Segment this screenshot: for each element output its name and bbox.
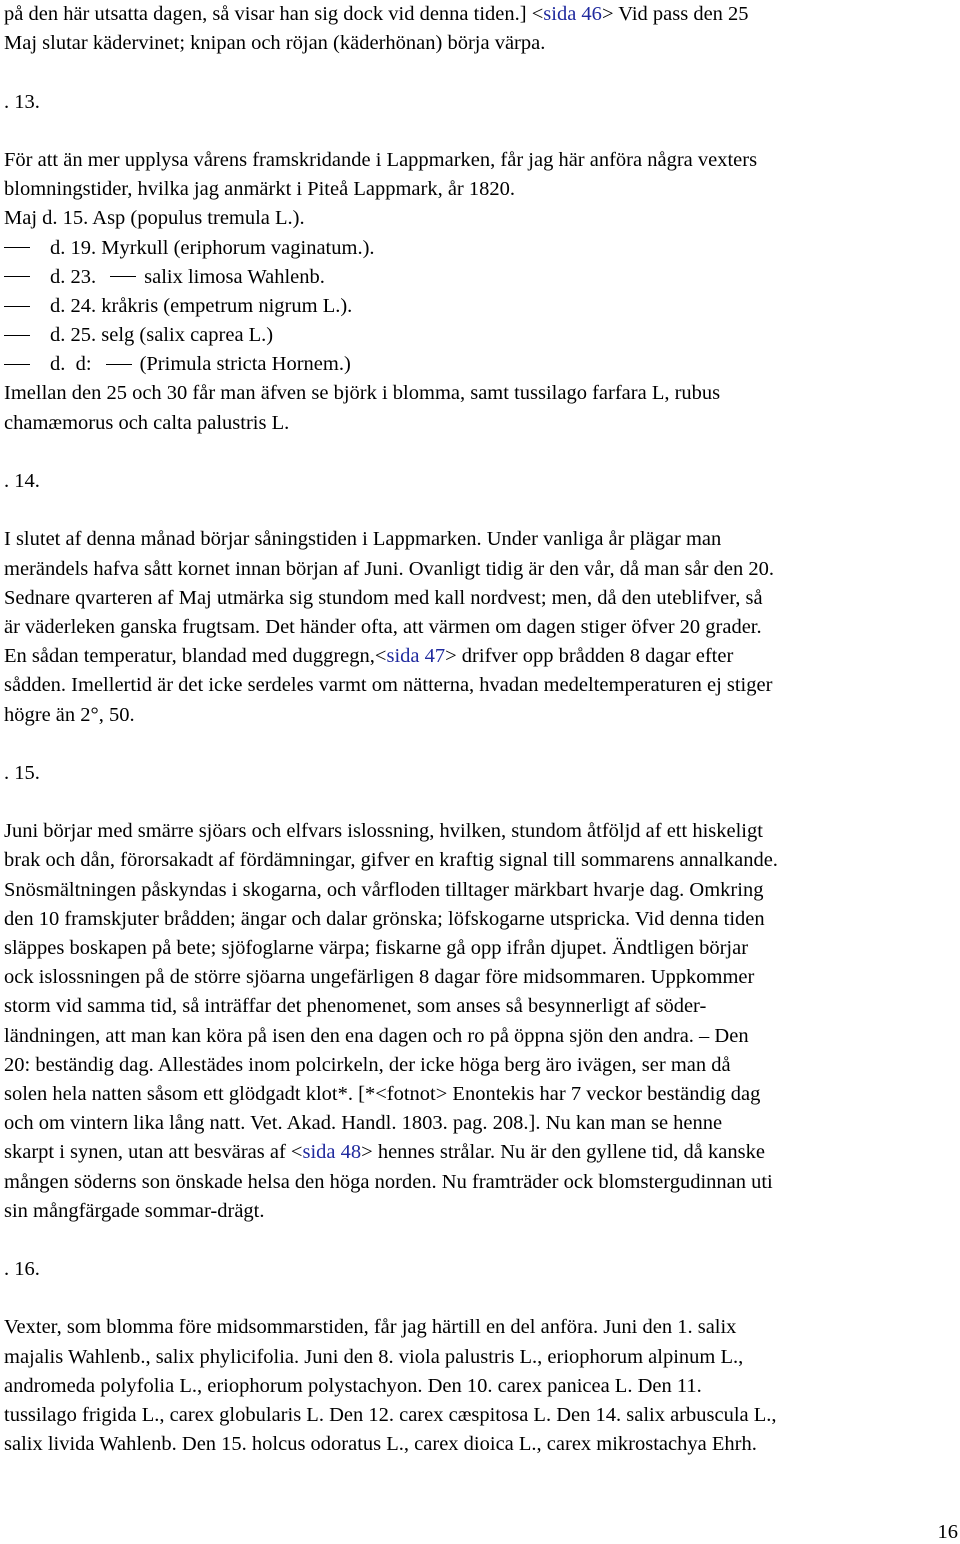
dash-mark <box>4 364 30 365</box>
text-line: blomningstider, hvilka jag anmärkt i Piteå Lappmark, år 1820. <box>4 178 515 201</box>
text-line: Sednare qvarteren af Maj utmärka sig stundom med kall nordvest; men, då den uteblifver, så <box>4 586 763 609</box>
list-item: d. 19. Myrkull (eriphorum vaginatum.). <box>4 234 956 263</box>
text-line: på den här utsatta dagen, så visar han sig dock vid denna tiden.] <sida 46> Vid pass den 25 <box>4 3 749 25</box>
text-line: och om vintern lika lång natt. Vet. Akad. Handl. 1803. pag. 208.]. Nu kan man se henne <box>4 1112 723 1135</box>
text-line: Maj d. 15. Asp (populus tremula L.). <box>4 207 305 230</box>
dash-mark <box>4 306 30 307</box>
page-link-48[interactable]: sida 48 <box>302 1141 362 1164</box>
text-line: sin mångfärgade sommar-drägt. <box>4 1199 265 1222</box>
text-line: är väderleken ganska frugtsam. Det händer ofta, att värmen om dagen stiger öfver 20 grader. <box>4 615 762 638</box>
document-page <box>4 0 956 1459</box>
page-link-46[interactable]: sida 46 <box>543 3 602 25</box>
text-line: ländningen, att man kan köra på isen den ena dagen och ro på öppna sjön den andra. – Den <box>4 1024 749 1047</box>
page-number: 16 <box>937 1521 958 1543</box>
section-heading-14: . 14. <box>4 470 40 492</box>
list-item: d. 23. salix limosa Wahlenb. <box>4 263 956 292</box>
text-line: chamæmorus och calta palustris L. <box>4 411 290 434</box>
dash-mark <box>4 276 30 277</box>
dash-mark <box>4 247 30 248</box>
text-line: andromeda polyfolia L., eriophorum polystachyon. Den 10. carex panicea L. Den 11. <box>4 1374 702 1397</box>
text-line: Juni börjar med smärre sjöars och elfvars islossning, hvilken, stundom åtföljd af ett hiskeligt <box>4 820 763 843</box>
text-line: ock islossningen på de större sjöarna ungefärligen 8 dagar före midsommaren. Uppkommer <box>4 966 755 989</box>
text-line: mången söderns son önskade helsa den höga norden. Nu framträder ock blomstergudinnan uti <box>4 1170 773 1193</box>
dash-mark <box>106 364 132 365</box>
text-line: För att än mer upplysa vårens framskridande i Lappmarken, får jag här anföra några vexters <box>4 148 758 171</box>
text-line: storm vid samma tid, så inträffar det phenomenet, som anses så besynnerligt af söder- <box>4 995 707 1018</box>
dash-mark <box>4 335 30 336</box>
text-line: brak och dån, förorsakadt af fördämningar, gifver en kraftig signal till sommarens annalkande. <box>4 849 778 872</box>
text-line: I slutet af denna månad börjar såningstiden i Lappmarken. Under vanliga år plägar man <box>4 528 722 551</box>
dash-mark <box>110 276 136 277</box>
text-line: Imellan den 25 och 30 får man äfven se björk i blomma, samt tussilago farfara L, rubus <box>4 382 721 405</box>
page-link-47[interactable]: sida 47 <box>386 645 446 668</box>
text-line: Maj slutar kädervinet; knipan och röjan (käderhönan) börja värpa. <box>4 32 546 55</box>
text-line: salix livida Wahlenb. Den 15. holcus odoratus L., carex dioica L., carex mikrostachya Ehrh. <box>4 1433 757 1456</box>
text-line: solen hela natten såsom ett glödgadt klot*. [*<fotnot> Enontekis har 7 veckor beständig dag <box>4 1082 761 1105</box>
text-line: majalis Wahlenb., salix phylicifolia. Juni den 8. viola palustris L., eriophorum alpinum L., <box>4 1345 744 1368</box>
text-line: Snösmältningen påskyndas i skogarna, och vårfloden tilltager märkbart hvarje dag. Omkring <box>4 878 764 901</box>
text-line: Vexter, som blomma före midsommarstiden, får jag härtill en del anföra. Juni den 1. salix <box>4 1316 737 1339</box>
text-line: skarpt i synen, utan att besväras af <sida 48> hennes strålar. Nu är den gyllene tid, då kanske <box>4 1141 765 1164</box>
text-line: högre än 2°, 50. <box>4 703 135 726</box>
text-line: släppes boskapen på bete; sjöfoglarne värpa; fiskarne gå opp ifrån djupet. Ändtligen börjar <box>4 937 749 959</box>
text-line: merändels hafva sått kornet innan början af Juni. Ovanligt tidig är den vår, då man sår den 20. <box>4 557 774 580</box>
list-item: d. 24. kråkris (empetrum nigrum L.). <box>4 292 956 321</box>
text-line: 20: beständig dag. Allestädes inom polcirkeln, der icke höga berg äro ivägen, ser man då <box>4 1053 731 1076</box>
section-heading-16: . 16. <box>4 1258 40 1281</box>
text-line: En sådan temperatur, blandad med duggregn,<sida 47> drifver opp brådden 8 dagar efter <box>4 645 734 668</box>
text-line: tussilago frigida L., carex globularis L. Den 12. carex cæspitosa L. Den 14. salix arbuscula L., <box>4 1404 777 1426</box>
text-line: sådden. Imellertid är det icke serdeles varmt om nätterna, hvadan medeltemperaturen ej stiger <box>4 674 773 697</box>
section-heading-15: . 15. <box>4 761 40 784</box>
list-item: d. 25. selg (salix caprea L.) <box>4 321 956 350</box>
list-item: d. d: (Primula stricta Hornem.) <box>4 350 956 379</box>
text-line: den 10 framskjuter brådden; ängar och dalar grönska; löfskogarne utspricka. Vid denna tiden <box>4 907 765 930</box>
section-heading-13: . 13. <box>4 90 40 113</box>
